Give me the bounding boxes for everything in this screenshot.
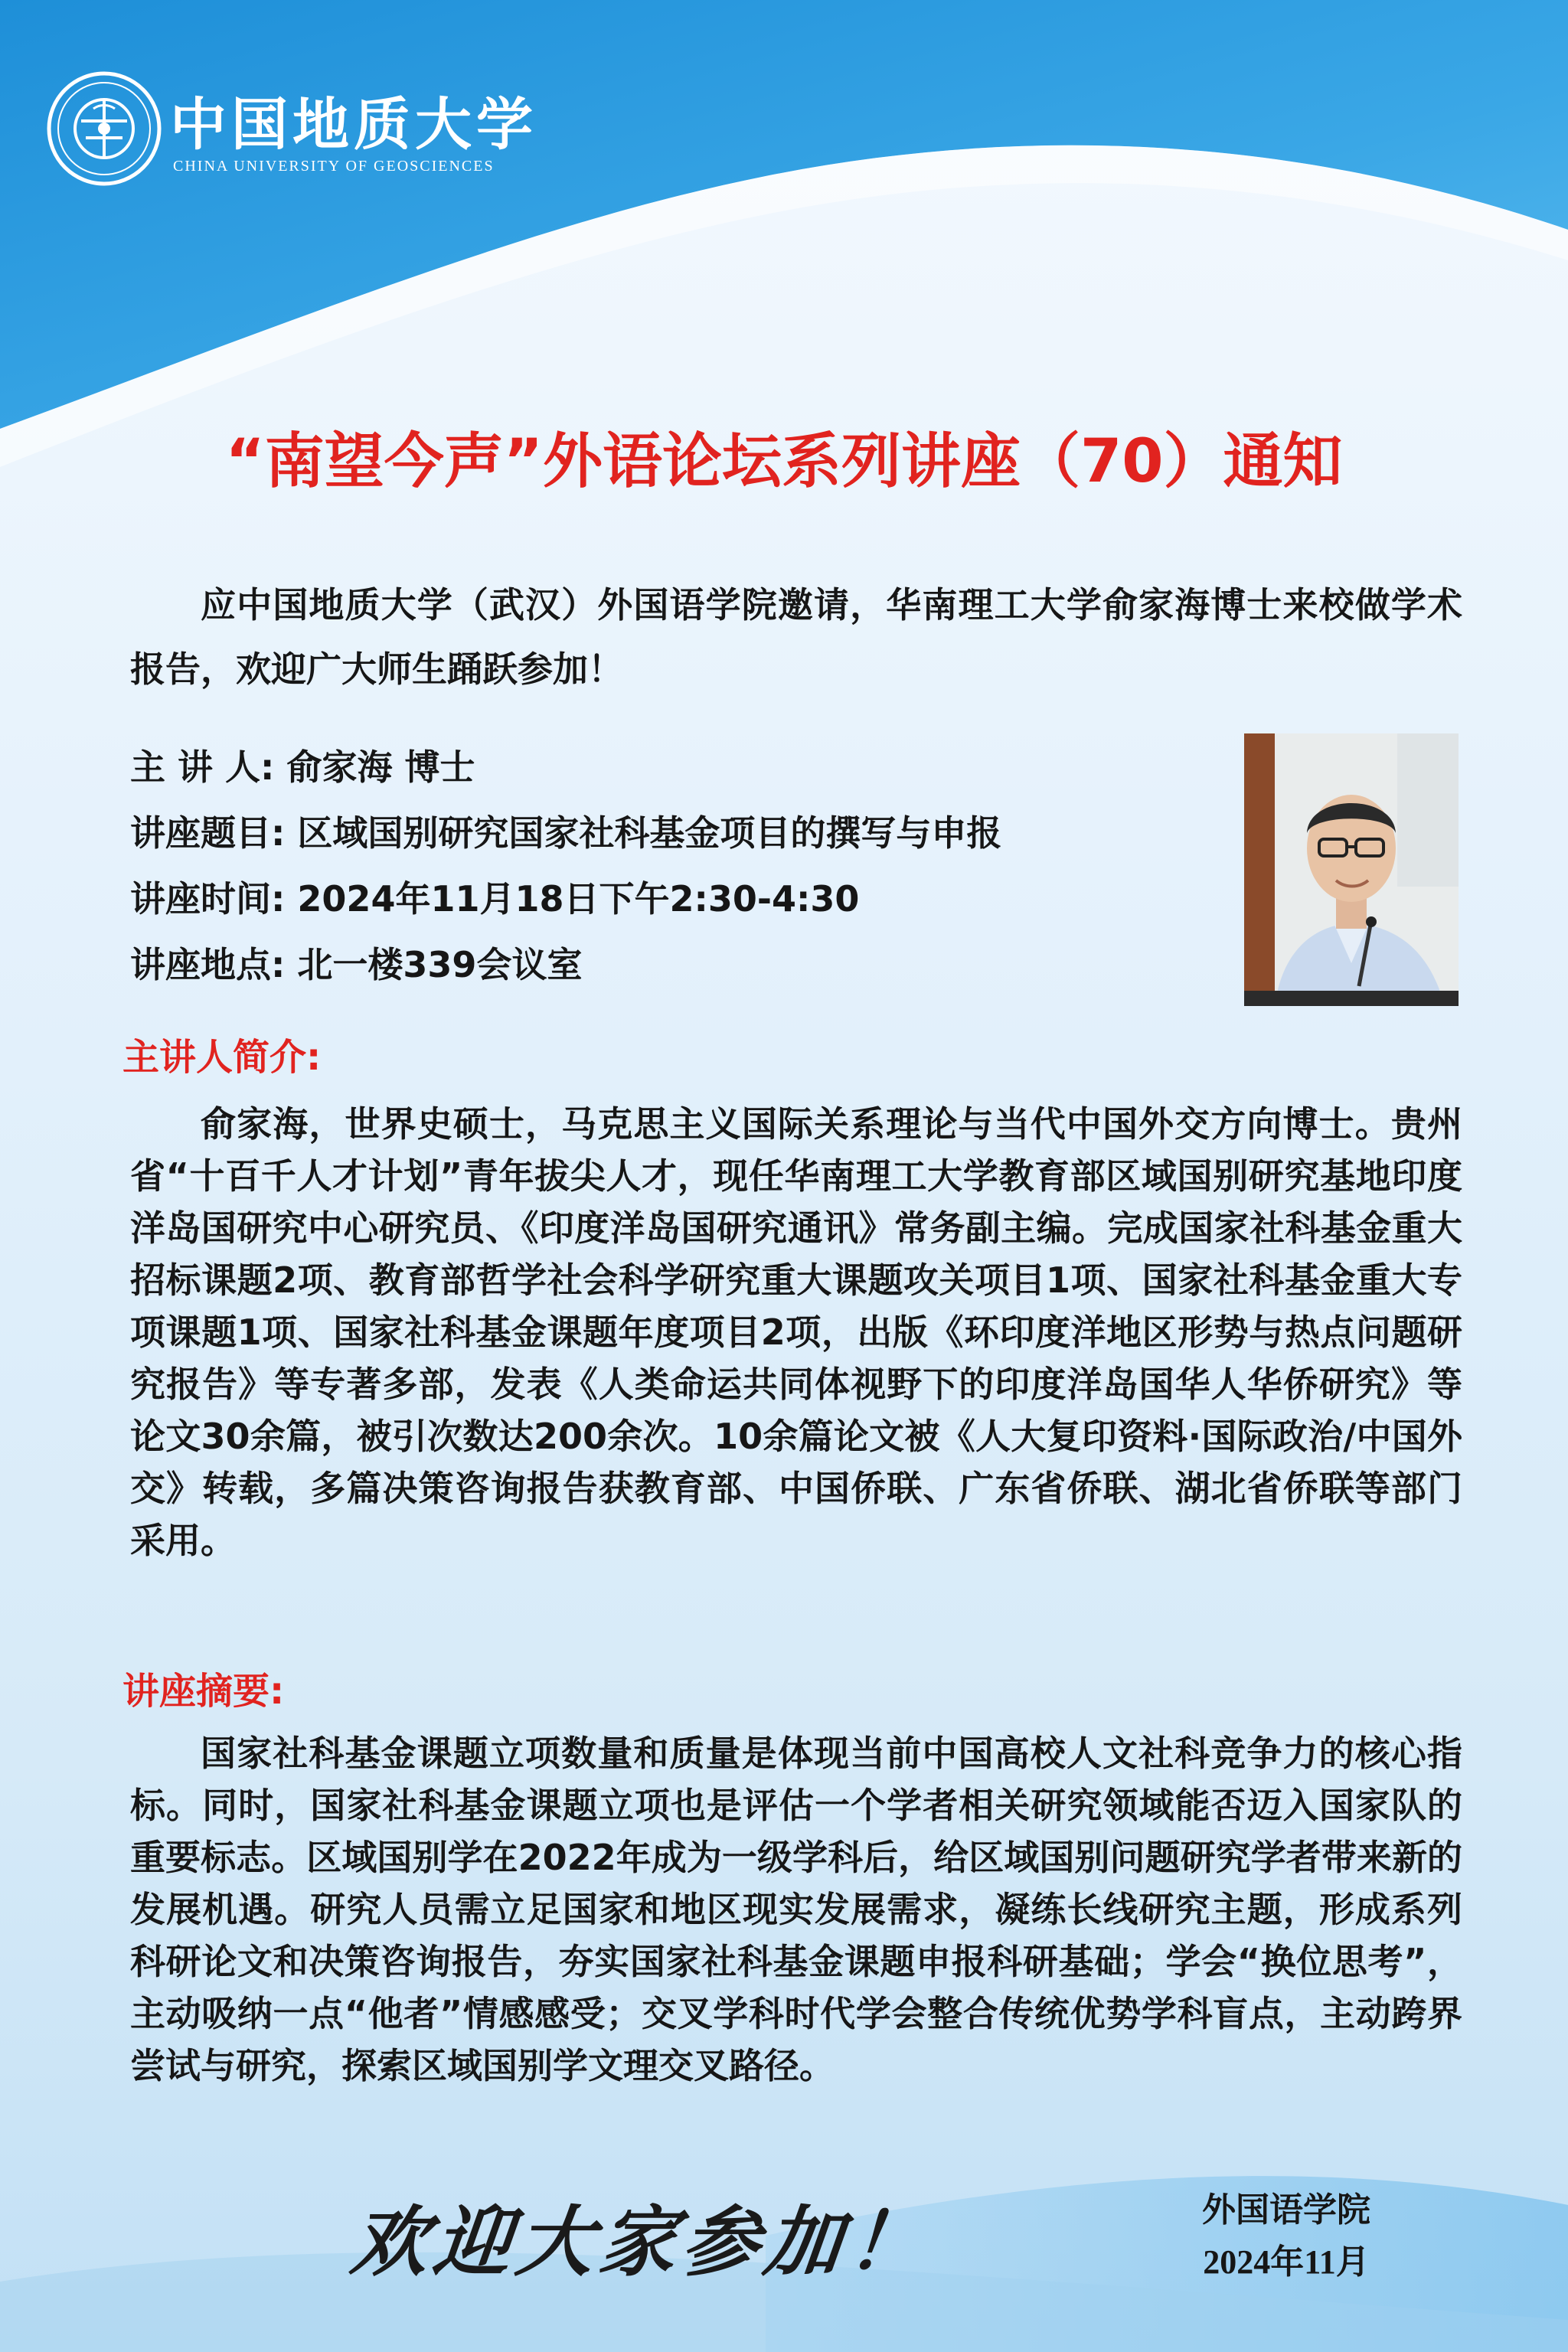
abstract-paragraph: 国家社科基金课题立项数量和质量是体现当前中国高校人文社科竞争力的核心指标。同时，国家社科基金课题立项也是评估一个学者相关研究领域能否迈入国家队的重要标志。区域国别学在2022年成为一级学科后，给区域国别问题研究学者带来新的发展机遇。研究人员需立足国家和地区现实发展需求，凝练长线研究主题，形成系列科研论文和决策咨询报告，夯实国家社科基金课题申报科研基础；学会“换位思考”，主动吸纳一点“他者”情感感受；交叉学科时代学会整合传统优势学科盲点，主动跨界尝试与研究，探索区域国别学文理交叉路径。	[130, 1733, 1462, 2086]
notice-title: “南望今声”外语论坛系列讲座（70）通知	[225, 427, 1343, 496]
topic-label: 讲座题目:	[130, 812, 286, 854]
notice-date: 2024年11月	[1203, 2243, 1370, 2281]
intro-paragraph: 应中国地质大学（武汉）外国语学院邀请，华南理工大学俞家海博士来校做学术报告，欢迎广大师生踊跃参加！	[130, 584, 1462, 690]
bio-heading: 主讲人简介:	[122, 1036, 322, 1079]
speaker-row	[130, 740, 475, 790]
university-name-cn: 中国地质大学	[170, 92, 537, 158]
place-row	[130, 937, 582, 988]
university-emblem-icon	[46, 70, 162, 187]
time-label: 讲座时间:	[130, 878, 286, 920]
abstract-heading: 讲座摘要:	[122, 1670, 285, 1713]
bio-paragraph: 俞家海，世界史硕士，马克思主义国际关系理论与当代中国外交方向博士。贵州省“十百千人才计划”青年拔尖人才，现任华南理工大学教育部区域国别研究基地印度洋岛国研究中心研究员、《印度洋岛国研究通讯》常务副主编。完成国家社科基金重大招标课题2项、教育部哲学社会科学研究重大课题攻关项目1项、国家社科基金重大专项课题1项、国家社科基金课题年度项目2项，出版《环印度洋地区形势与热点问题研究报告》等专著多部，发表《人类命运共同体视野下的印度洋岛国华人华侨研究》等论文30余篇，被引次数达200余次。10余篇论文被《人大复印资料·国际政治/中国外交》转载，多篇决策咨询报告获教育部、中国侨联、广东省侨联、湖北省侨联等部门采用。	[130, 1103, 1462, 1561]
time-row	[130, 871, 859, 922]
place-label: 讲座地点:	[130, 944, 286, 985]
topic-row	[130, 805, 1001, 856]
organizer-name: 外国语学院	[1202, 2190, 1370, 2230]
welcome-slogan: 欢迎大家参加！	[346, 2197, 936, 2287]
speaker-photo	[1244, 733, 1459, 1006]
place-value: 北一楼339会议室	[297, 944, 583, 985]
speaker-label: 主 讲 人:	[130, 746, 275, 788]
university-name-en: CHINA UNIVERSITY OF GEOSCIENCES	[173, 158, 495, 175]
time-value: 2024年11月18日下午2:30-4:30	[297, 878, 860, 920]
speaker-value: 俞家海 博士	[286, 746, 475, 788]
topic-value: 区域国别研究国家社科基金项目的撰写与申报	[297, 812, 1002, 854]
